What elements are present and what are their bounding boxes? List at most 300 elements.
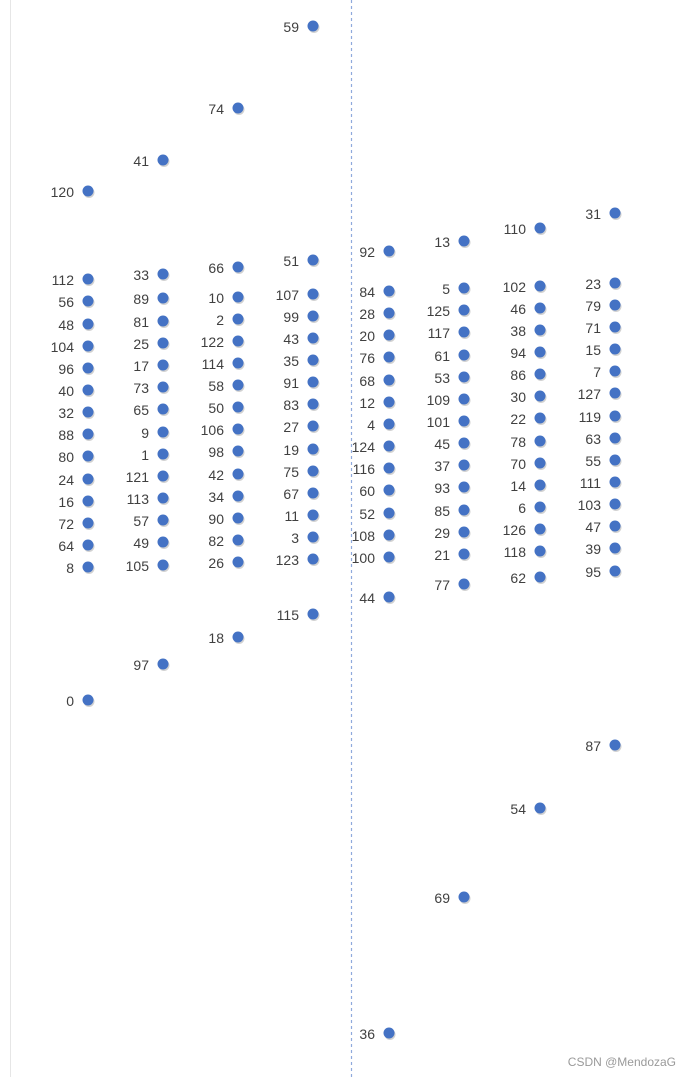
point-label: 86: [510, 367, 526, 383]
data-point: [208, 260, 244, 276]
point-marker: [535, 325, 546, 336]
point-marker: [384, 463, 395, 474]
point-label: 88: [58, 427, 74, 443]
point-marker: [233, 314, 244, 325]
point-label: 55: [585, 453, 601, 469]
data-point: [208, 511, 244, 527]
data-point: [585, 298, 621, 314]
point-marker: [535, 480, 546, 491]
point-label: 19: [283, 442, 299, 458]
point-label: 59: [283, 19, 299, 35]
data-point: [283, 331, 319, 347]
point-marker: [459, 236, 470, 247]
point-marker: [384, 441, 395, 452]
point-label: 121: [125, 469, 149, 485]
point-label: 0: [66, 693, 74, 709]
point-label: 53: [434, 370, 450, 386]
point-marker: [535, 391, 546, 402]
data-point: [283, 486, 319, 502]
point-marker: [83, 407, 94, 418]
point-marker: [233, 557, 244, 568]
data-point: [133, 358, 169, 374]
point-label: 75: [283, 464, 299, 480]
point-label: 21: [434, 547, 450, 563]
point-marker: [158, 427, 169, 438]
point-marker: [83, 540, 94, 551]
data-point: [126, 558, 170, 574]
data-point: [201, 422, 245, 438]
data-point: [579, 409, 622, 425]
data-point: [585, 276, 621, 292]
data-point: [284, 508, 319, 524]
data-point: [353, 461, 396, 477]
point-marker: [83, 562, 94, 573]
point-label: 48: [58, 317, 74, 333]
point-label: 28: [359, 306, 375, 322]
point-marker: [535, 458, 546, 469]
data-point: [434, 525, 470, 541]
data-point: [359, 483, 395, 499]
point-label: 70: [510, 456, 526, 472]
data-point: [585, 206, 621, 222]
data-point: [367, 417, 395, 433]
data-point: [276, 287, 320, 303]
data-point: [126, 469, 170, 485]
data-point: [593, 364, 621, 380]
point-label: 66: [208, 260, 224, 276]
point-marker: [610, 477, 621, 488]
point-marker: [459, 892, 470, 903]
point-marker: [535, 303, 546, 314]
point-label: 47: [585, 519, 601, 535]
point-label: 29: [434, 525, 450, 541]
point-marker: [233, 262, 244, 273]
data-point: [276, 552, 320, 568]
point-label: 36: [359, 1026, 375, 1042]
point-marker: [308, 399, 319, 410]
point-marker: [384, 530, 395, 541]
data-point: [442, 281, 470, 297]
point-marker: [384, 286, 395, 297]
point-marker: [459, 579, 470, 590]
point-marker: [83, 319, 94, 330]
data-point: [283, 375, 319, 391]
data-point: [66, 560, 94, 576]
point-marker: [610, 388, 621, 399]
point-label: 12: [359, 395, 375, 411]
data-point: [133, 153, 169, 169]
point-label: 126: [502, 522, 526, 538]
point-marker: [384, 508, 395, 519]
point-label: 92: [359, 244, 375, 260]
point-label: 23: [585, 276, 601, 292]
point-marker: [384, 308, 395, 319]
point-label: 96: [58, 361, 74, 377]
data-point: [202, 356, 245, 372]
point-marker: [610, 521, 621, 532]
point-label: 81: [133, 314, 149, 330]
point-marker: [610, 455, 621, 466]
data-point: [434, 370, 470, 386]
point-label: 69: [434, 890, 450, 906]
data-point: [133, 267, 169, 283]
point-marker: [308, 255, 319, 266]
point-marker: [610, 300, 621, 311]
point-label: 71: [585, 320, 601, 336]
point-label: 15: [585, 342, 601, 358]
data-point: [434, 890, 470, 906]
point-label: 44: [359, 590, 375, 606]
point-label: 73: [133, 380, 149, 396]
point-label: 105: [125, 558, 149, 574]
data-point: [52, 272, 95, 288]
data-point: [277, 607, 320, 623]
point-marker: [158, 471, 169, 482]
data-point: [359, 506, 395, 522]
point-marker: [535, 572, 546, 583]
point-marker: [233, 424, 244, 435]
point-marker: [83, 274, 94, 285]
point-label: 32: [58, 405, 74, 421]
data-point: [503, 279, 547, 295]
data-point: [133, 535, 169, 551]
point-label: 57: [133, 513, 149, 529]
point-label: 108: [351, 528, 375, 544]
point-marker: [308, 510, 319, 521]
point-marker: [158, 316, 169, 327]
point-marker: [459, 460, 470, 471]
data-point: [585, 320, 621, 336]
point-label: 41: [133, 153, 149, 169]
data-point: [51, 339, 95, 355]
data-point: [585, 738, 621, 754]
point-label: 25: [133, 336, 149, 352]
point-label: 77: [434, 577, 450, 593]
point-label: 104: [50, 339, 74, 355]
point-label: 110: [503, 221, 526, 237]
point-label: 20: [359, 328, 375, 344]
point-label: 45: [434, 436, 450, 452]
point-marker: [83, 429, 94, 440]
data-point: [58, 449, 94, 465]
data-point: [133, 291, 169, 307]
point-label: 46: [510, 301, 526, 317]
data-point: [133, 657, 169, 673]
data-point: [66, 693, 94, 709]
point-marker: [158, 293, 169, 304]
point-marker: [459, 416, 470, 427]
point-marker: [308, 289, 319, 300]
point-label: 9: [141, 425, 149, 441]
point-marker: [459, 527, 470, 538]
point-marker: [610, 278, 621, 289]
data-point: [510, 301, 546, 317]
point-marker: [308, 377, 319, 388]
point-marker: [83, 385, 94, 396]
point-marker: [535, 369, 546, 380]
point-marker: [158, 659, 169, 670]
point-marker: [308, 21, 319, 32]
point-label: 63: [585, 431, 601, 447]
data-point: [216, 312, 244, 328]
point-marker: [535, 347, 546, 358]
point-label: 117: [427, 325, 450, 341]
point-marker: [459, 438, 470, 449]
point-marker: [610, 566, 621, 577]
point-marker: [308, 421, 319, 432]
data-point: [585, 453, 621, 469]
data-point: [208, 630, 244, 646]
point-marker: [384, 552, 395, 563]
data-point: [283, 19, 319, 35]
point-label: 52: [359, 506, 375, 522]
point-label: 68: [359, 373, 375, 389]
point-marker: [308, 488, 319, 499]
point-label: 78: [510, 434, 526, 450]
data-point: [283, 253, 319, 269]
point-marker: [233, 336, 244, 347]
point-marker: [158, 537, 169, 548]
point-label: 3: [291, 530, 299, 546]
point-label: 61: [434, 348, 450, 364]
point-label: 50: [208, 400, 224, 416]
point-marker: [158, 338, 169, 349]
point-label: 31: [585, 206, 601, 222]
point-label: 37: [434, 458, 450, 474]
point-label: 76: [359, 350, 375, 366]
point-label: 122: [200, 334, 224, 350]
point-marker: [233, 632, 244, 643]
point-marker: [384, 485, 395, 496]
data-point: [434, 480, 470, 496]
point-label: 118: [503, 544, 526, 560]
point-marker: [83, 496, 94, 507]
data-point: [359, 306, 395, 322]
point-marker: [158, 269, 169, 280]
point-marker: [308, 444, 319, 455]
point-marker: [535, 546, 546, 557]
point-label: 42: [208, 467, 224, 483]
point-label: 97: [133, 657, 149, 673]
data-point: [58, 361, 94, 377]
watermark: CSDN @MendozaG: [567, 1055, 676, 1069]
point-marker: [610, 740, 621, 751]
point-marker: [158, 155, 169, 166]
data-point: [133, 314, 169, 330]
data-point: [208, 555, 244, 571]
data-point: [133, 513, 169, 529]
data-point: [434, 577, 470, 593]
point-marker: [384, 352, 395, 363]
data-point: [585, 519, 621, 535]
point-label: 5: [442, 281, 450, 297]
point-marker: [384, 592, 395, 603]
data-point: [291, 530, 319, 546]
point-label: 80: [58, 449, 74, 465]
data-point: [427, 303, 471, 319]
point-label: 103: [577, 497, 601, 513]
point-label: 99: [283, 309, 299, 325]
point-marker: [535, 803, 546, 814]
data-point: [578, 497, 622, 513]
point-marker: [233, 513, 244, 524]
point-label: 101: [426, 414, 450, 430]
point-marker: [384, 330, 395, 341]
data-point: [359, 350, 395, 366]
data-point: [434, 348, 470, 364]
point-marker: [233, 292, 244, 303]
data-point: [58, 427, 94, 443]
point-marker: [459, 305, 470, 316]
data-point: [283, 464, 319, 480]
point-marker: [83, 296, 94, 307]
point-marker: [610, 366, 621, 377]
point-marker: [610, 433, 621, 444]
data-point: [58, 538, 94, 554]
data-point: [208, 400, 244, 416]
point-label: 35: [283, 353, 299, 369]
point-marker: [233, 446, 244, 457]
point-marker: [459, 482, 470, 493]
data-point: [359, 244, 395, 260]
point-marker: [535, 223, 546, 234]
point-label: 115: [276, 607, 299, 623]
point-label: 79: [585, 298, 601, 314]
point-label: 89: [133, 291, 149, 307]
data-point: [141, 425, 169, 441]
data-point: [359, 373, 395, 389]
point-label: 116: [352, 461, 375, 477]
data-point: [503, 522, 547, 538]
data-point: [504, 221, 547, 237]
point-label: 56: [58, 294, 74, 310]
point-marker: [83, 363, 94, 374]
point-label: 26: [208, 555, 224, 571]
data-point: [58, 383, 94, 399]
point-marker: [233, 380, 244, 391]
point-label: 114: [201, 356, 224, 372]
data-point: [510, 345, 546, 361]
point-marker: [459, 283, 470, 294]
point-marker: [83, 186, 94, 197]
point-label: 124: [351, 439, 375, 455]
point-marker: [459, 394, 470, 405]
point-label: 54: [510, 801, 526, 817]
data-point: [359, 328, 395, 344]
point-marker: [308, 466, 319, 477]
point-label: 112: [51, 272, 74, 288]
data-point: [208, 467, 244, 483]
point-label: 83: [283, 397, 299, 413]
point-marker: [83, 695, 94, 706]
point-label: 62: [510, 570, 526, 586]
data-point: [201, 334, 245, 350]
data-point: [51, 184, 95, 200]
point-label: 49: [133, 535, 149, 551]
point-label: 30: [510, 389, 526, 405]
point-label: 13: [434, 234, 450, 250]
point-marker: [535, 281, 546, 292]
point-marker: [610, 208, 621, 219]
point-label: 38: [510, 323, 526, 339]
point-marker: [158, 493, 169, 504]
data-point: [133, 336, 169, 352]
data-point: [585, 541, 621, 557]
data-point: [283, 397, 319, 413]
data-point: [283, 442, 319, 458]
point-label: 11: [284, 508, 299, 524]
point-label: 95: [585, 564, 601, 580]
point-label: 120: [50, 184, 74, 200]
data-point: [352, 550, 396, 566]
point-label: 22: [510, 411, 526, 427]
point-marker: [83, 474, 94, 485]
data-point: [208, 290, 244, 306]
data-point: [518, 500, 546, 516]
point-label: 125: [426, 303, 450, 319]
point-marker: [610, 543, 621, 554]
data-point: [208, 378, 244, 394]
point-marker: [308, 609, 319, 620]
data-point: [434, 503, 470, 519]
point-label: 17: [133, 358, 149, 374]
data-point: [359, 395, 395, 411]
point-marker: [308, 311, 319, 322]
point-label: 85: [434, 503, 450, 519]
point-label: 58: [208, 378, 224, 394]
point-marker: [233, 358, 244, 369]
point-marker: [308, 355, 319, 366]
point-label: 127: [577, 386, 601, 402]
point-marker: [459, 327, 470, 338]
point-label: 74: [208, 101, 224, 117]
point-marker: [384, 246, 395, 257]
data-point: [510, 389, 546, 405]
data-point: [585, 431, 621, 447]
point-marker: [384, 375, 395, 386]
point-marker: [535, 502, 546, 513]
data-point: [58, 494, 94, 510]
point-marker: [610, 322, 621, 333]
data-point: [283, 419, 319, 435]
point-label: 18: [208, 630, 224, 646]
point-label: 39: [585, 541, 601, 557]
data-point: [578, 386, 622, 402]
point-label: 87: [585, 738, 601, 754]
point-marker: [233, 402, 244, 413]
data-point: [585, 342, 621, 358]
point-label: 14: [510, 478, 526, 494]
point-label: 67: [283, 486, 299, 502]
point-label: 102: [502, 279, 526, 295]
point-marker: [158, 449, 169, 460]
point-label: 40: [58, 383, 74, 399]
data-point: [208, 444, 244, 460]
data-point: [580, 475, 622, 491]
point-marker: [158, 382, 169, 393]
point-marker: [158, 560, 169, 571]
data-point: [58, 516, 94, 532]
point-label: 119: [578, 409, 601, 425]
point-marker: [610, 499, 621, 510]
point-label: 90: [208, 511, 224, 527]
data-point: [510, 478, 546, 494]
point-marker: [384, 397, 395, 408]
point-marker: [233, 469, 244, 480]
data-point: [208, 489, 244, 505]
data-point: [208, 101, 244, 117]
point-marker: [158, 404, 169, 415]
